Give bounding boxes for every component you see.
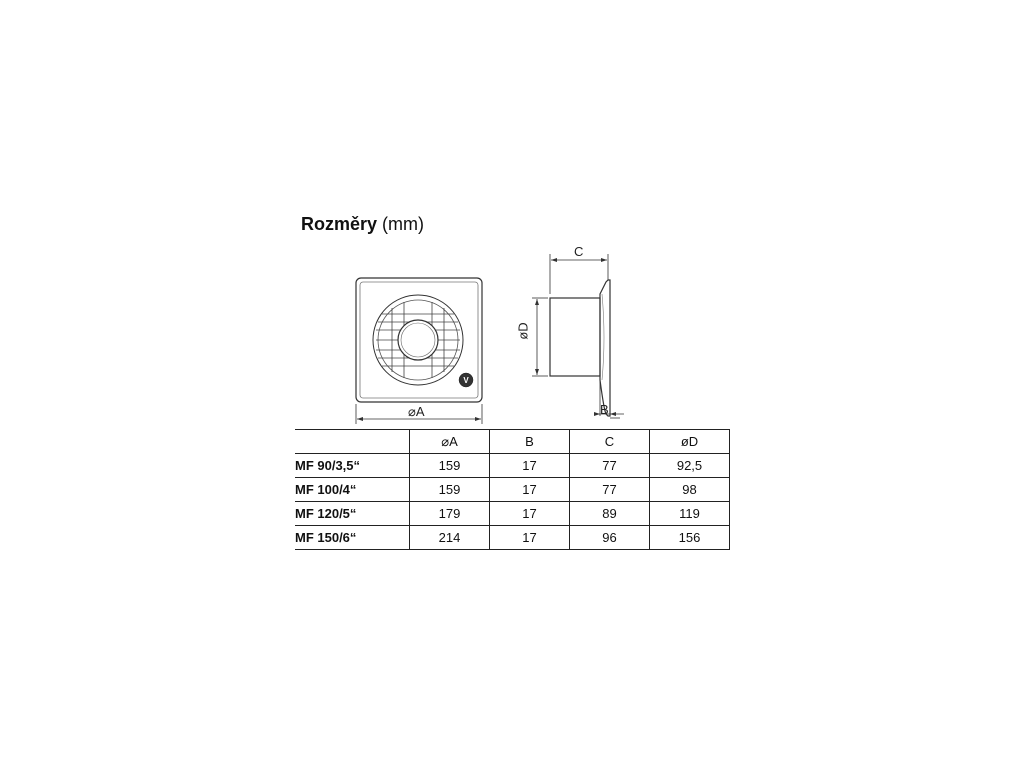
title-unit: (mm): [382, 214, 425, 234]
dimension-label-a: ⌀A: [408, 404, 425, 419]
table-cell: 17: [490, 502, 570, 526]
title-label: Rozměry: [301, 214, 378, 234]
table-row: [295, 478, 730, 502]
table-cell: 92,5: [650, 454, 730, 478]
dimension-label-b: B: [600, 402, 609, 417]
table-cell-model: MF 120/5“: [295, 502, 410, 526]
dimension-label-d: øD: [515, 322, 531, 340]
table-cell: 179: [410, 502, 490, 526]
dimensions-table: [295, 429, 730, 550]
table-cell: 156: [650, 526, 730, 550]
table-row: [295, 526, 730, 550]
table-cell: 17: [490, 478, 570, 502]
table-cell: 159: [410, 478, 490, 502]
table-cell-model: MF 100/4“: [295, 478, 410, 502]
table-cell: 214: [410, 526, 490, 550]
table-header-cell: B: [490, 430, 570, 454]
table-cell: 96: [570, 526, 650, 550]
table-cell: 119: [650, 502, 730, 526]
table-cell-model: MF 90/3,5“: [295, 454, 410, 478]
section-title: [301, 212, 424, 236]
table-header-cell: [295, 430, 410, 454]
table-cell-model: MF 150/6“: [295, 526, 410, 550]
table-header-cell: C: [570, 430, 650, 454]
table-cell: 159: [410, 454, 490, 478]
dimension-label-c: C: [574, 244, 584, 259]
table-cell: 89: [570, 502, 650, 526]
table-header-row: [295, 430, 730, 454]
table-row: [295, 502, 730, 526]
table-cell: 98: [650, 478, 730, 502]
table-cell: 77: [570, 454, 650, 478]
table-row: [295, 454, 730, 478]
table-cell: 17: [490, 526, 570, 550]
svg-text:V: V: [463, 376, 469, 385]
table-header-cell: øD: [650, 430, 730, 454]
table-cell: 77: [570, 478, 650, 502]
table-header-cell: ⌀A: [410, 430, 490, 454]
table-cell: 17: [490, 454, 570, 478]
